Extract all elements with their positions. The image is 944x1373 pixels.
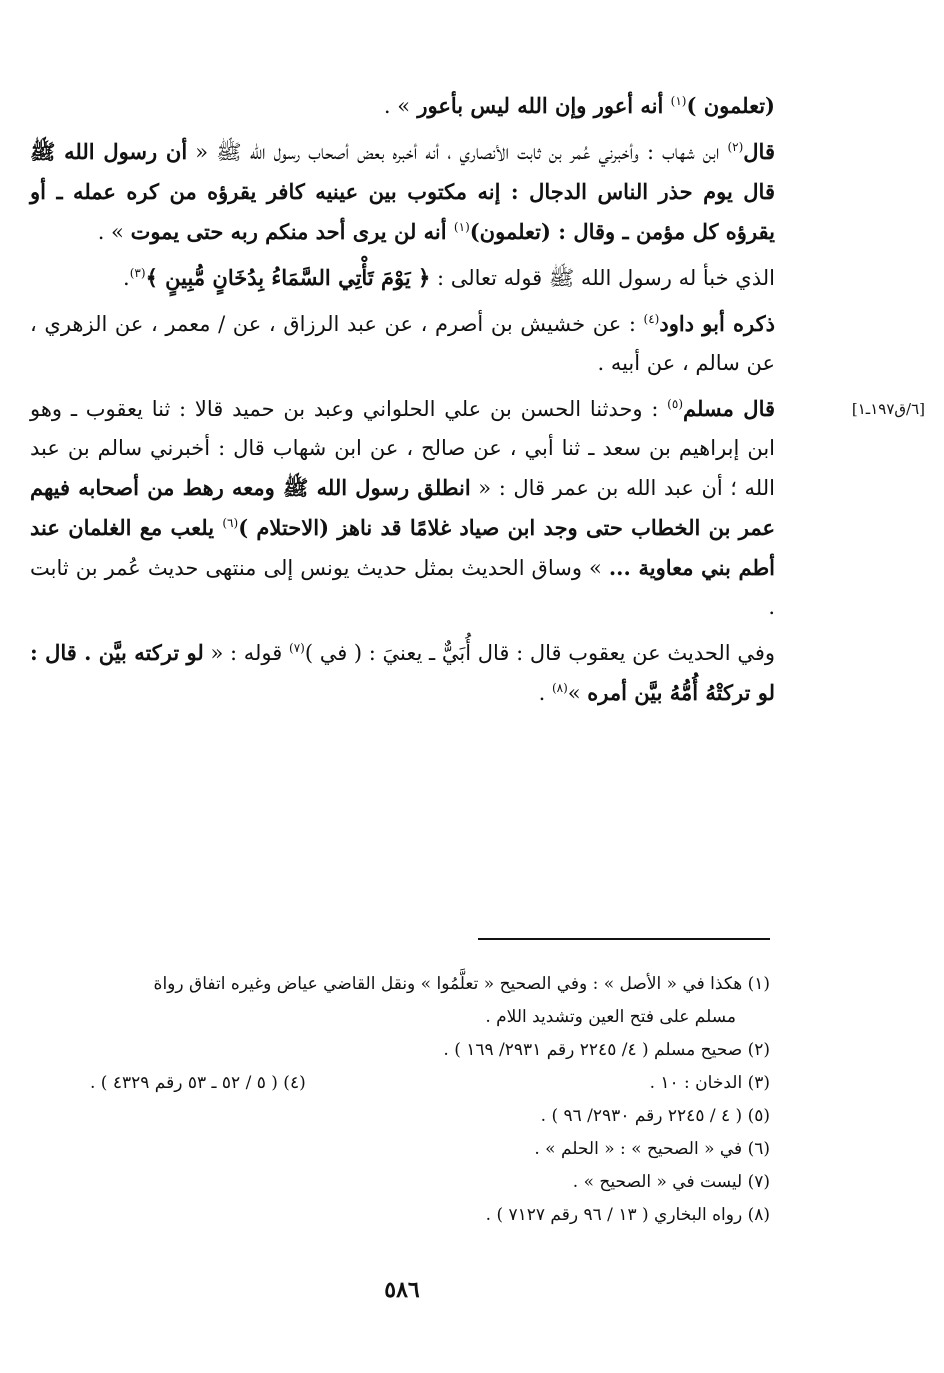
- text-run: »: [567, 681, 588, 705]
- hadith-text: يلعب مع الغلمان عند أطم بني معاوية ...: [30, 515, 775, 580]
- paragraph-lead: قال مسلم: [683, 396, 776, 421]
- paragraph-2: [30, 132, 775, 252]
- bold-phrase: أنه أعور وإن الله ليس بأعور: [410, 93, 671, 118]
- paragraph-4: [30, 304, 775, 383]
- paragraph-lead: قال: [743, 139, 775, 164]
- text-run: : عن خشيش بن أصرم ، عن عبد الرزاق ، عن / معمر ، عن الزهري ، عن سالم ، عن أبيه .: [30, 312, 775, 375]
- footnote-1-continued: مسلم على فتح العين وتشديد اللام .: [485, 1007, 736, 1027]
- paragraph-1: [30, 86, 775, 126]
- quran-verse: ﴿ يَوْمَ تَأْتِي السَّمَاءُ بِدُخَانٍ مُّبِينٍ ﴾: [145, 265, 431, 290]
- main-text: [30, 86, 775, 713]
- footnote-ref-6[interactable]: (٦): [222, 516, 239, 530]
- footnote-ref-8[interactable]: (٨): [551, 681, 568, 695]
- page-number: ٥٨٦: [384, 1277, 420, 1303]
- footnote-6: (٦) في « الصحيح » : « الحلم » .: [534, 1139, 770, 1159]
- footnote-8: (٨) رواه البخاري ( ١٣ / ٩٦ رقم ٧١٢٧ ) .: [485, 1205, 770, 1225]
- footnote-5: (٥) ( ٤ / ٢٢٤٥ رقم ٢٩٣٠/ ٩٦ ) .: [540, 1106, 770, 1126]
- text-run: ابن شهاب : وأخبرني عُمر بن ثابت الأنصاري ، أنه أخبره بعض أصحاب رسول الله ﷺ «: [187, 140, 728, 164]
- hadith-text: لو تركته بيَّن . قال : لو تركتْهُ أُمُّهُ بيَّن أمره: [30, 640, 775, 705]
- footnote-ref-1[interactable]: (١): [670, 94, 687, 108]
- text-run: » وساق الحديث بمثل حديث يونس إلى منتهى حديث عُمر بن ثابت .: [30, 556, 775, 619]
- footnote-ref-2[interactable]: (٢): [727, 140, 744, 154]
- footnote-1: (١) هكذا في « الأصل » : وفي الصحيح « تعلَّمُوا » ونقل القاضي عياض وغيره اتفاق رواة: [153, 974, 770, 994]
- footnote-divider: [478, 938, 770, 940]
- footnote-ref-5[interactable]: (٥): [667, 397, 683, 411]
- text-run: : وحدثنا الحسن بن علي الحلواني وعبد بن حميد قالا : ثنا يعقوب ـ وهو ابن إبراهيم بن سعد ـ ثنا أبي ، عن صالح ، عن ابن شهاب قال : أخبرني سالم بن عبد الله ؛ أن عبد الله بن عمر قال : «: [30, 397, 775, 500]
- footnote-4: (٤) ( ٥ / ٥٢ ـ ٥٣ رقم ٤٣٢٩ ) .: [90, 1073, 306, 1093]
- footnotes: [30, 968, 770, 1232]
- hadith-text: انطلق رسول الله ﷺ ومعه رهط من أصحابه فيهم عمر بن الخطاب حتى وجد ابن صياد غلامًا قد ناهز (الاحتلام ): [30, 475, 775, 540]
- text-run: قوله : «: [203, 641, 289, 665]
- text-run: » .: [383, 94, 411, 118]
- text-run: .: [123, 266, 130, 290]
- footnote-row-3-4: [90, 1067, 770, 1100]
- footnote-2: (٢) صحيح مسلم ( ٤/ ٢٢٤٥ رقم ٢٩٣١/ ١٦٩ ) .: [443, 1040, 770, 1060]
- paragraph-3: [30, 258, 775, 298]
- manuscript-folio-note: [٦/ق١٩٧ـ١]: [851, 400, 925, 418]
- footnote-7: (٧) ليست في « الصحيح » .: [572, 1172, 770, 1192]
- paragraph-5: [30, 389, 775, 627]
- footnote-ref-4[interactable]: (٤): [643, 312, 660, 326]
- paragraph-6: [30, 633, 775, 713]
- footnote-ref-3[interactable]: (٣): [129, 266, 146, 280]
- footnote-ref-7[interactable]: (٧): [289, 641, 305, 655]
- text-run: .: [538, 681, 552, 705]
- hadith-text: أن رسول الله ﷺ قال يوم حذر الناس الدجال : إنه مكتوب بين عينيه كافر يقرؤه من كره عمله ـ أو يقرؤه كل مؤمن ـ وقال : (تعلمون): [30, 139, 775, 244]
- text-run: » .: [97, 220, 131, 244]
- paragraph-lead: ذكره أبو داود: [659, 311, 775, 336]
- hadith-text: أنه لن يرى أحد منكم ربه حتى يموت: [130, 219, 454, 244]
- footnote-3: (٣) الدخان : ١٠ .: [649, 1073, 770, 1093]
- footnote-ref-1b[interactable]: (١): [453, 220, 470, 234]
- text-run: وفي الحديث عن يعقوب قال : قال أُبَيٌّ ـ يعنيَ : ( في ): [304, 641, 776, 665]
- bold-phrase: (تعلمون ): [686, 93, 775, 118]
- text-run: الذي خبأ له رسول الله ﷺ قوله تعالى :: [430, 266, 775, 290]
